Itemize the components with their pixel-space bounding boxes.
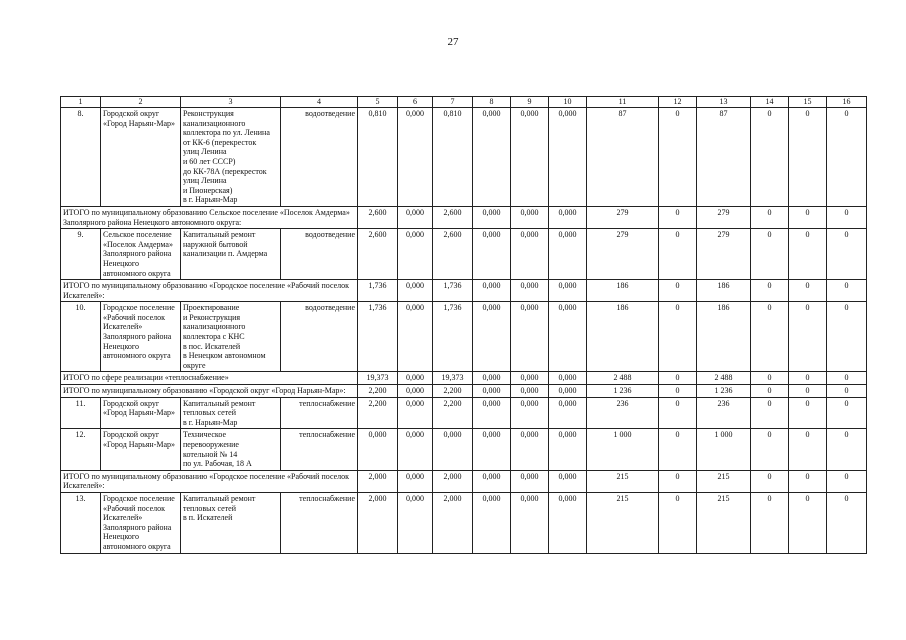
value-cell: 0,000: [473, 429, 511, 470]
value-cell: 0,000: [473, 280, 511, 302]
value-cell: 0: [789, 429, 827, 470]
column-header: 11: [587, 97, 659, 108]
value-cell: 215: [697, 492, 751, 553]
value-cell: 0: [789, 108, 827, 207]
value-cell: 215: [697, 470, 751, 492]
row-number: 12.: [61, 429, 101, 470]
value-cell: 0,000: [358, 429, 398, 470]
value-cell: 19,373: [433, 372, 473, 385]
sphere-cell: водоотведение: [281, 108, 358, 207]
value-cell: 279: [587, 229, 659, 280]
value-cell: 0: [827, 302, 867, 372]
sphere-cell: теплоснабжение: [281, 492, 358, 553]
value-cell: 2,600: [358, 229, 398, 280]
value-cell: 0: [659, 470, 697, 492]
value-cell: 0: [789, 372, 827, 385]
value-cell: 2,200: [358, 397, 398, 429]
value-cell: 0: [659, 206, 697, 228]
value-cell: 0,000: [511, 108, 549, 207]
value-cell: 236: [697, 397, 751, 429]
value-cell: 1,736: [433, 280, 473, 302]
value-cell: 0: [751, 385, 789, 398]
column-header: 16: [827, 97, 867, 108]
value-cell: 1 236: [587, 385, 659, 398]
project-cell: Реконструкция канализационного коллектора по ул. Ленина от КК-6 (перекресток улиц Ленина и 60 лет СССР) до КК-78А (перекресток улиц Ленина и Пионерская) в г. Нарьян-Мар: [181, 108, 281, 207]
project-cell: Капитальный ремонт тепловых сетей в г. Нарьян-Мар: [181, 397, 281, 429]
value-cell: 0: [659, 429, 697, 470]
value-cell: 0,000: [398, 470, 433, 492]
value-cell: 0: [827, 492, 867, 553]
value-cell: 2,000: [433, 470, 473, 492]
value-cell: 0: [751, 206, 789, 228]
value-cell: 2,000: [358, 492, 398, 553]
header-row: [61, 97, 867, 108]
value-cell: 2 488: [697, 372, 751, 385]
value-cell: 0,000: [549, 108, 587, 207]
value-cell: 0,000: [549, 280, 587, 302]
value-cell: 1 000: [697, 429, 751, 470]
value-cell: 0,000: [549, 470, 587, 492]
column-header: 4: [281, 97, 358, 108]
project-cell: Проектирование и Реконструкция канализационного коллектора с КНС в пос. Искателей в Ненецком автономном округе: [181, 302, 281, 372]
value-cell: 0,000: [549, 302, 587, 372]
value-cell: 0,000: [473, 470, 511, 492]
value-cell: 0,000: [473, 372, 511, 385]
value-cell: 0,000: [473, 229, 511, 280]
value-cell: 2,600: [433, 206, 473, 228]
column-header: 1: [61, 97, 101, 108]
data-table: [60, 96, 867, 554]
value-cell: 0,000: [511, 280, 549, 302]
value-cell: 0: [827, 229, 867, 280]
value-cell: 186: [697, 302, 751, 372]
value-cell: 0,000: [433, 429, 473, 470]
value-cell: 215: [587, 470, 659, 492]
sphere-cell: водоотведение: [281, 302, 358, 372]
value-cell: 1,736: [358, 302, 398, 372]
value-cell: 0,000: [549, 397, 587, 429]
value-cell: 0: [751, 280, 789, 302]
value-cell: 0: [789, 206, 827, 228]
value-cell: 0,000: [549, 385, 587, 398]
value-cell: 0,000: [398, 385, 433, 398]
column-header: 13: [697, 97, 751, 108]
value-cell: 0: [827, 280, 867, 302]
value-cell: 0,000: [511, 492, 549, 553]
value-cell: 186: [697, 280, 751, 302]
total-label: ИТОГО по муниципальному образованию «Городское поселение «Рабочий поселок Искателей»:: [61, 470, 358, 492]
row-number: 13.: [61, 492, 101, 553]
value-cell: 0: [827, 372, 867, 385]
project-cell: Техническое перевооружение котельной № 14 по ул. Рабочая, 18 А: [181, 429, 281, 470]
value-cell: 0,000: [398, 302, 433, 372]
value-cell: 0,810: [358, 108, 398, 207]
value-cell: 0: [659, 229, 697, 280]
value-cell: 0: [827, 108, 867, 207]
value-cell: 0,000: [398, 372, 433, 385]
total-label: ИТОГО по муниципальному образованию «Городское поселение «Рабочий поселок Искателей»:: [61, 280, 358, 302]
value-cell: 2,200: [433, 397, 473, 429]
municipality-cell: Городской округ «Город Нарьян-Мар»: [101, 397, 181, 429]
value-cell: 0: [827, 397, 867, 429]
value-cell: 1,736: [433, 302, 473, 372]
row-number: 11.: [61, 397, 101, 429]
table-row: [61, 229, 867, 280]
value-cell: 279: [697, 206, 751, 228]
value-cell: 0,000: [398, 429, 433, 470]
page-number: 27: [447, 36, 459, 48]
value-cell: 0,000: [398, 492, 433, 553]
row-number: 8.: [61, 108, 101, 207]
value-cell: 0: [751, 302, 789, 372]
value-cell: 0,000: [511, 302, 549, 372]
column-header: 8: [473, 97, 511, 108]
value-cell: 0: [789, 470, 827, 492]
value-cell: 0: [659, 385, 697, 398]
project-cell: Капитальный ремонт наружной бытовой канализации п. Амдерма: [181, 229, 281, 280]
value-cell: 0: [789, 280, 827, 302]
column-header: 15: [789, 97, 827, 108]
value-cell: 0: [751, 429, 789, 470]
value-cell: 2,600: [433, 229, 473, 280]
table-row: [61, 397, 867, 429]
value-cell: 0,000: [473, 385, 511, 398]
value-cell: 2,200: [433, 385, 473, 398]
column-header: 12: [659, 97, 697, 108]
value-cell: 0: [751, 229, 789, 280]
total-row: [61, 385, 867, 398]
value-cell: 0,000: [473, 302, 511, 372]
total-label: ИТОГО по муниципальному образованию «Городской округ «Город Нарьян-Мар»:: [61, 385, 358, 398]
value-cell: 0: [659, 108, 697, 207]
value-cell: 0,000: [549, 429, 587, 470]
value-cell: 0: [789, 385, 827, 398]
value-cell: 0,000: [511, 470, 549, 492]
value-cell: 0: [751, 372, 789, 385]
value-cell: 0: [789, 397, 827, 429]
value-cell: 0: [659, 372, 697, 385]
value-cell: 19,373: [358, 372, 398, 385]
value-cell: 2,200: [358, 385, 398, 398]
total-label: ИТОГО по муниципальному образованию Сельское поселение «Поселок Амдерма» Заполярного района Ненецкого автономного округа:: [61, 206, 358, 228]
value-cell: 0,000: [398, 280, 433, 302]
value-cell: 0: [751, 108, 789, 207]
value-cell: 0,000: [511, 206, 549, 228]
municipality-cell: Городской округ «Город Нарьян-Мар»: [101, 429, 181, 470]
sphere-cell: теплоснабжение: [281, 429, 358, 470]
value-cell: 0: [659, 397, 697, 429]
sphere-cell: теплоснабжение: [281, 397, 358, 429]
total-row: [61, 206, 867, 228]
value-cell: 215: [587, 492, 659, 553]
row-number: 9.: [61, 229, 101, 280]
value-cell: 0,000: [511, 372, 549, 385]
municipality-cell: Городское поселение «Рабочий поселок Искателей» Заполярного района Ненецкого автономного округа: [101, 302, 181, 372]
value-cell: 0: [827, 206, 867, 228]
municipality-cell: Городское поселение «Рабочий поселок Искателей» Заполярного района Ненецкого автономного округа: [101, 492, 181, 553]
value-cell: 0,000: [473, 108, 511, 207]
sphere-cell: водоотведение: [281, 229, 358, 280]
municipality-cell: Городской округ «Город Нарьян-Мар»: [101, 108, 181, 207]
value-cell: 279: [697, 229, 751, 280]
column-header: 14: [751, 97, 789, 108]
value-cell: 236: [587, 397, 659, 429]
project-cell: Капитальный ремонт тепловых сетей в п. Искателей: [181, 492, 281, 553]
value-cell: 186: [587, 280, 659, 302]
column-header: 6: [398, 97, 433, 108]
value-cell: 0,810: [433, 108, 473, 207]
value-cell: 0: [751, 470, 789, 492]
value-cell: 0,000: [473, 206, 511, 228]
column-header: 10: [549, 97, 587, 108]
column-header: 7: [433, 97, 473, 108]
value-cell: 2,600: [358, 206, 398, 228]
total-row: [61, 470, 867, 492]
municipality-cell: Сельское поселение «Поселок Амдерма» Заполярного района Ненецкого автономного округа: [101, 229, 181, 280]
value-cell: 0,000: [549, 206, 587, 228]
total-row: [61, 280, 867, 302]
value-cell: 0,000: [473, 397, 511, 429]
value-cell: 0,000: [511, 429, 549, 470]
value-cell: 87: [697, 108, 751, 207]
column-header: 2: [101, 97, 181, 108]
value-cell: 2,000: [433, 492, 473, 553]
value-cell: 0,000: [511, 397, 549, 429]
value-cell: 0,000: [473, 492, 511, 553]
value-cell: 0,000: [398, 229, 433, 280]
value-cell: 2,000: [358, 470, 398, 492]
value-cell: 0: [659, 492, 697, 553]
column-header: 9: [511, 97, 549, 108]
value-cell: 0: [827, 429, 867, 470]
value-cell: 2 488: [587, 372, 659, 385]
table-row: [61, 429, 867, 470]
value-cell: 279: [587, 206, 659, 228]
row-number: 10.: [61, 302, 101, 372]
value-cell: 0,000: [549, 372, 587, 385]
value-cell: 1 000: [587, 429, 659, 470]
value-cell: 0,000: [549, 492, 587, 553]
value-cell: 0: [659, 280, 697, 302]
total-label: ИТОГО по сфере реализации «теплоснабжение»: [61, 372, 358, 385]
value-cell: 1,736: [358, 280, 398, 302]
value-cell: 87: [587, 108, 659, 207]
total-row: [61, 372, 867, 385]
value-cell: 0: [827, 470, 867, 492]
value-cell: 186: [587, 302, 659, 372]
value-cell: 0: [751, 397, 789, 429]
column-header: 3: [181, 97, 281, 108]
value-cell: 0,000: [549, 229, 587, 280]
value-cell: 0: [789, 302, 827, 372]
value-cell: 0: [827, 385, 867, 398]
value-cell: 0: [659, 302, 697, 372]
value-cell: 0: [789, 492, 827, 553]
table-row: [61, 302, 867, 372]
value-cell: 0,000: [511, 385, 549, 398]
column-header: 5: [358, 97, 398, 108]
value-cell: 0,000: [398, 397, 433, 429]
value-cell: 0,000: [398, 206, 433, 228]
value-cell: 0: [751, 492, 789, 553]
value-cell: 0,000: [398, 108, 433, 207]
value-cell: 0: [789, 229, 827, 280]
value-cell: 1 236: [697, 385, 751, 398]
table-row: [61, 108, 867, 207]
table-row: [61, 492, 867, 553]
value-cell: 0,000: [511, 229, 549, 280]
